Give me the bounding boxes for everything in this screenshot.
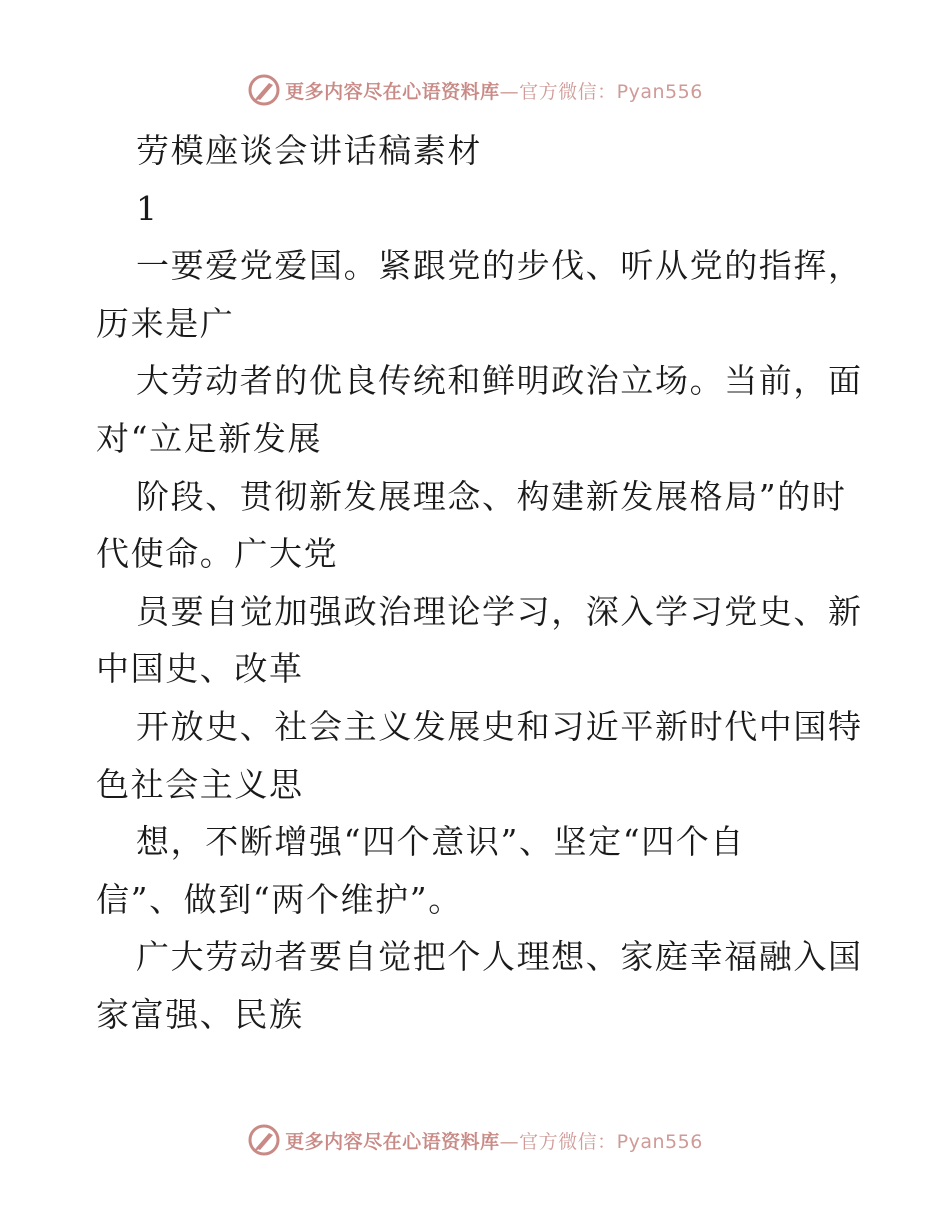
watermark-text <box>285 1127 703 1154</box>
section-number: 1 <box>136 188 159 228</box>
document-body <box>96 122 863 1044</box>
text-line: 想，不断增强“四个意识”、坚定“四个自 <box>136 822 746 862</box>
text-line: 历来是广 <box>96 303 235 343</box>
watermark-text <box>285 77 703 104</box>
watermark-contact: —官方微信：Pyan556 <box>499 1130 703 1153</box>
watermark-contact: —官方微信：Pyan556 <box>499 80 703 103</box>
text-line: 阶段、贯彻新发展理念、构建新发展格局”的时 <box>136 476 847 516</box>
quill-pen-logo-icon <box>247 73 281 107</box>
text-line: 对“立足新发展 <box>96 418 323 458</box>
text-line: 家富强、民族 <box>96 994 304 1034</box>
text-line: 广大劳动者要自觉把个人理想、家庭幸福融入国 <box>136 937 863 977</box>
text-line: 一要爱党爱国。紧跟党的步伐、听从党的指挥， <box>136 246 863 286</box>
watermark-brand: 更多内容尽在心语资料库 <box>285 80 500 103</box>
footer-watermark <box>0 1120 950 1160</box>
text-line: 信”、做到“两个维护”。 <box>96 879 463 919</box>
text-line: 开放史、社会主义发展史和习近平新时代中国特 <box>136 706 863 746</box>
quill-pen-logo-icon <box>247 1123 281 1157</box>
text-line: 代使命。广大党 <box>96 534 339 574</box>
text-line: 员要自觉加强政治理论学习，深入学习党史、新 <box>136 591 863 631</box>
text-line: 大劳动者的优良传统和鲜明政治立场。当前，面 <box>136 361 863 401</box>
text-line: 中国史、改革 <box>96 649 304 689</box>
text-line: 色社会主义思 <box>96 764 304 804</box>
document-title: 劳模座谈会讲话稿素材 <box>136 131 482 170</box>
watermark-brand: 更多内容尽在心语资料库 <box>285 1130 500 1153</box>
header-watermark <box>0 70 950 110</box>
